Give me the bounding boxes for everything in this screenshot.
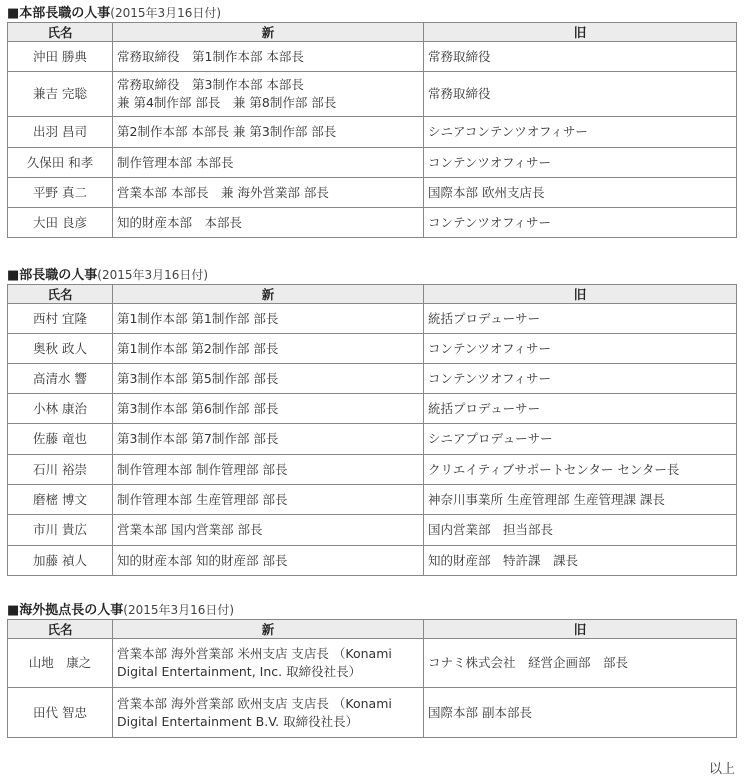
table-row (8, 364, 737, 394)
new-position: 第3制作本部 第7制作部 部長 (113, 424, 424, 455)
person-name: 市川 貴広 (8, 515, 113, 546)
header-name: 氏名 (8, 285, 113, 304)
person-name: 佐藤 竜也 (8, 424, 113, 455)
old-position: 統括プロデューサー (424, 304, 737, 334)
table-header-row (8, 285, 737, 304)
person-name: 加藤 禎人 (8, 546, 113, 576)
old-position: コンテンツオフィサー (424, 364, 737, 394)
personnel-table (7, 284, 737, 576)
table-row (8, 148, 737, 178)
table-row (8, 515, 737, 546)
header-old: 旧 (424, 23, 737, 42)
personnel-table (7, 22, 737, 238)
old-position: シニアコンテンツオフィサー (424, 117, 737, 148)
old-position: 常務取締役 (424, 72, 737, 117)
new-position: 営業本部 本部長 兼 海外営業部 部長 (113, 178, 424, 208)
table-row (8, 208, 737, 238)
old-position: 知的財産部 特許課 課長 (424, 546, 737, 576)
section-title: ■海外拠点長の人事(2015年3月16日付) (7, 603, 235, 618)
new-position: 第1制作本部 第2制作部 部長 (113, 334, 424, 364)
person-name: 西村 宜隆 (8, 304, 113, 334)
person-name: 久保田 和孝 (8, 148, 113, 178)
old-position: 国内営業部 担当部長 (424, 515, 737, 546)
person-name: 石川 裕崇 (8, 455, 113, 485)
new-position: 第1制作本部 第1制作部 部長 (113, 304, 424, 334)
person-name: 大田 良彦 (8, 208, 113, 238)
old-position: 神奈川事業所 生産管理部 生産管理課 課長 (424, 485, 737, 515)
header-new: 新 (113, 620, 424, 639)
person-name: 田代 智忠 (8, 688, 113, 738)
person-name: 小林 康治 (8, 394, 113, 424)
table-row (8, 485, 737, 515)
table-header-row (8, 23, 737, 42)
new-position: 第3制作本部 第5制作部 部長 (113, 364, 424, 394)
old-position: 常務取締役 (424, 42, 737, 72)
table-row (8, 688, 737, 738)
old-position: 国際本部 欧州支店長 (424, 178, 737, 208)
table-row (8, 546, 737, 576)
table-row (8, 455, 737, 485)
table-row (8, 639, 737, 688)
new-position: 常務取締役 第1制作本部 本部長 (113, 42, 424, 72)
person-name: 高清水 響 (8, 364, 113, 394)
new-position: 営業本部 国内営業部 部長 (113, 515, 424, 546)
table-row (8, 304, 737, 334)
header-name: 氏名 (8, 23, 113, 42)
header-new: 新 (113, 23, 424, 42)
header-name: 氏名 (8, 620, 113, 639)
table-row (8, 394, 737, 424)
section-bucho (7, 267, 736, 576)
old-position: コナミ株式会社 経営企画部 部長 (424, 639, 737, 688)
new-position: 制作管理本部 本部長 (113, 148, 424, 178)
section-title: ■部長職の人事(2015年3月16日付) (7, 268, 209, 283)
table-header-row (8, 620, 737, 639)
person-name: 奥秋 政人 (8, 334, 113, 364)
old-position: コンテンツオフィサー (424, 334, 737, 364)
table-row (8, 117, 737, 148)
section-honbucho (7, 5, 736, 238)
old-position: 統括プロデューサー (424, 394, 737, 424)
new-position: 知的財産本部 知的財産部 部長 (113, 546, 424, 576)
table-row (8, 42, 737, 72)
table-row (8, 72, 737, 117)
person-name: 山地 康之 (8, 639, 113, 688)
new-position: 営業本部 海外営業部 米州支店 支店長 （Konami Digital Entertainment, Inc. 取締役社長） (113, 639, 424, 688)
new-position: 常務取締役 第3制作本部 本部長 兼 第4制作部 部長 兼 第8制作部 部長 (113, 72, 424, 117)
person-name: 出羽 昌司 (8, 117, 113, 148)
header-old: 旧 (424, 620, 737, 639)
old-position: シニアプロデューサー (424, 424, 737, 455)
new-position: 営業本部 海外営業部 欧州支店 支店長 （Konami Digital Entertainment B.V. 取締役社長） (113, 688, 424, 738)
new-position: 制作管理本部 生産管理部 部長 (113, 485, 424, 515)
old-position: コンテンツオフィサー (424, 148, 737, 178)
section-title: ■本部長職の人事(2015年3月16日付) (7, 6, 222, 21)
person-name: 平野 真二 (8, 178, 113, 208)
person-name: 兼吉 完聡 (8, 72, 113, 117)
person-name: 沖田 勝典 (8, 42, 113, 72)
old-position: コンテンツオフィサー (424, 208, 737, 238)
old-position: クリエイティブサポートセンター センター長 (424, 455, 737, 485)
table-row (8, 178, 737, 208)
old-position: 国際本部 副本部長 (424, 688, 737, 738)
new-position: 知的財産本部 本部長 (113, 208, 424, 238)
header-old: 旧 (424, 285, 737, 304)
person-name: 磨樒 博文 (8, 485, 113, 515)
new-position: 第3制作本部 第6制作部 部長 (113, 394, 424, 424)
closing-text: 以上 (708, 762, 735, 777)
new-position: 第2制作本部 本部長 兼 第3制作部 部長 (113, 117, 424, 148)
new-position: 制作管理本部 制作管理部 部長 (113, 455, 424, 485)
section-kaigai (7, 602, 736, 738)
table-row (8, 424, 737, 455)
personnel-table (7, 619, 737, 738)
header-new: 新 (113, 285, 424, 304)
table-row (8, 334, 737, 364)
